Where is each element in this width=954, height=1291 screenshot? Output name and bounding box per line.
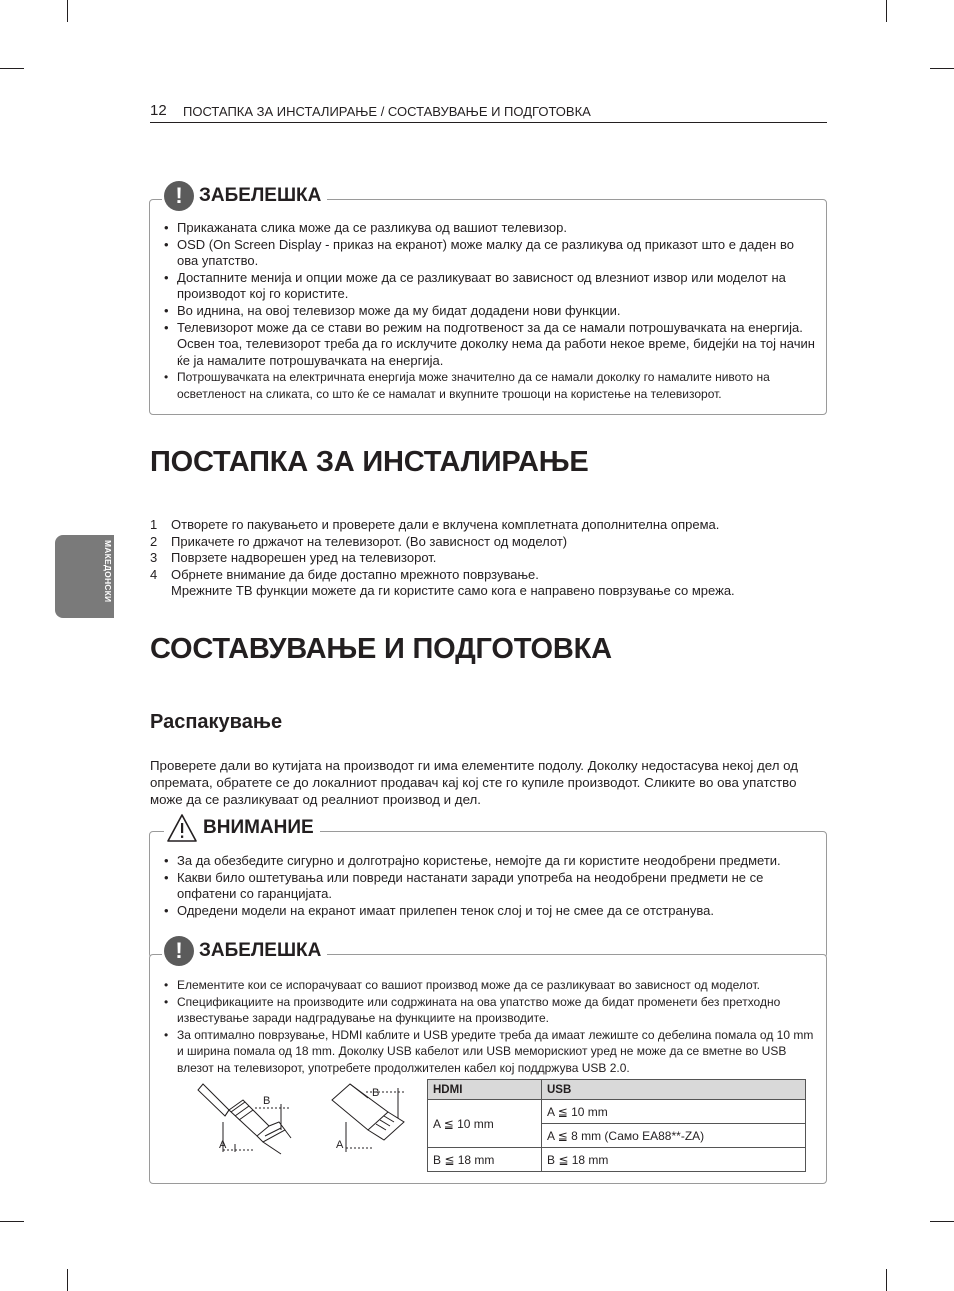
list-item: • Телевизорот може да се стави во режим на подготвеност за да се намали потрошувачката на енергија. Освен тоа, телевизорот треба да го исклучите доколку нема да работи некое време, бидејќи на тој начин ќе ја намалите потрошувачката на енергија. — [164, 320, 816, 370]
exclamation-circle-icon: ! — [164, 181, 194, 211]
step-text — [171, 567, 735, 600]
caution-title-text: ВНИМАНИЕ — [203, 817, 314, 838]
table-cell: A ≦ 8 mm (Само EA88**-ZA) — [542, 1124, 806, 1148]
crop-mark — [886, 1269, 887, 1291]
note-title — [162, 178, 327, 214]
note-title-text: ЗАБЕЛЕШКА — [199, 940, 322, 961]
hdmi-dim-a-label: A — [219, 1139, 227, 1151]
unpacking-paragraph: Проверете дали во кутијата на производот ги има елементите подолу. Доколку недостасува некој дел од опремата, обратете се до локалниот продавач кај кој сте го купиле производот. Сликите во ова упатство може да се разликуваат од реалниот производ и дел. — [150, 758, 799, 807]
table-cell: A ≦ 10 mm — [428, 1100, 542, 1148]
install-heading: ПОСТАПКА ЗА ИНСТАЛИРАЊЕ — [150, 446, 589, 478]
step-text-line: Мрежните ТВ функции можете да ги користите само кога е направено поврзување со мрежа. — [171, 583, 735, 599]
list-item: • Елементите кои се испорачуваат со вашиот производ може да се разликуваат во зависност од моделот. — [164, 977, 816, 994]
note-list — [164, 977, 816, 1077]
table-cell: B ≦ 18 mm — [542, 1148, 806, 1172]
table-header-usb: USB — [542, 1080, 806, 1100]
crop-mark — [886, 0, 887, 22]
list-item: • За оптимално поврзување, HDMI каблите и USB уредите треба да имаат лежиште со дебелина помала од 10 mm и ширина помала од 18 mm. Доколку USB кабелот или USB меморискиот уред не може да се вметне во USB влезот на телевизорот, употребете продолжителен кабел кој поддржува USB 2.0. — [164, 1027, 816, 1077]
page-header — [150, 100, 827, 123]
assembly-heading: СОСТАВУВАЊЕ И ПОДГОТОВКА — [150, 633, 612, 665]
step-item — [150, 550, 820, 567]
note-box — [149, 183, 827, 415]
hdmi-dim-b-label: B — [263, 1095, 271, 1107]
step-text: Отворете го пакувањето и проверете дали е вклучена комплетната дополнителна опрема. — [171, 517, 720, 532]
language-tab-label: МАКЕДОНСКИ — [103, 540, 113, 603]
cable-dimension-table — [427, 1079, 806, 1172]
warning-triangle-icon — [166, 813, 198, 843]
step-number: 1 — [150, 517, 158, 532]
step-number: 3 — [150, 550, 158, 566]
step-number: 4 — [150, 566, 158, 582]
step-number: 2 — [150, 533, 158, 549]
crop-mark — [67, 0, 68, 22]
list-item: • За да обезбедите сигурно и долготрајно користење, немојте да ги користите неодобрени предмети. — [164, 853, 816, 870]
exclamation-circle-icon: ! — [164, 936, 194, 966]
list-item: • Достапните менија и опции може да се разликуваат во зависност од влезниот извор или моделот на производот кој го користите. — [164, 270, 816, 303]
step-item — [150, 567, 820, 600]
running-title: ПОСТАПКА ЗА ИНСТАЛИРАЊЕ / СОСТАВУВАЊЕ И ПОДГОТОВКА — [183, 104, 591, 119]
step-text: Прикачете го држачот на телевизорот. (Во зависност од моделот) — [171, 533, 568, 549]
step-text: Поврзете надворешен уред на телевизорот. — [171, 550, 437, 566]
usb-dim-b-label: B — [372, 1087, 380, 1099]
hdmi-connector-diagram — [195, 1078, 305, 1156]
caution-list — [164, 853, 816, 919]
note-title-text: ЗАБЕЛЕШКА — [199, 185, 322, 206]
crop-mark — [0, 68, 24, 69]
install-steps — [150, 517, 820, 600]
usb-connector-diagram — [328, 1078, 414, 1156]
list-item: • Потрошувачката на електричната енергија може значително да се намали доколку го намалите нивото на осветленост на сликата, со што ќе се намалат и вкупните трошоци на користење на телевизорот. — [164, 369, 816, 402]
list-item: • Спецификациите на производите или содржината на ова упатство може да бидат променети без претходно известување заради надградување на функциите на производите. — [164, 994, 816, 1027]
crop-mark — [930, 1221, 954, 1222]
table-cell: A ≦ 10 mm — [542, 1100, 806, 1124]
caution-title — [164, 810, 320, 846]
note-title — [162, 933, 327, 969]
usb-dim-a-label: A — [336, 1139, 344, 1151]
step-item — [150, 517, 820, 534]
list-item: • Во иднина, на овој телевизор може да му бидат додадени нови функции. — [164, 303, 816, 320]
crop-mark — [67, 1269, 68, 1291]
note-list — [164, 220, 816, 403]
table-header-hdmi: HDMI — [428, 1080, 542, 1100]
list-item: • OSD (On Screen Display - приказ на екранот) може малку да се разликува од приказот што е даден во ова упатство. — [164, 237, 816, 270]
list-item: • Прикажаната слика може да се разликува од вашиот телевизор. — [164, 220, 816, 237]
unpacking-subheading: Распакување — [150, 711, 283, 733]
crop-mark — [0, 1221, 24, 1222]
table-cell: B ≦ 18 mm — [428, 1148, 542, 1172]
language-tab — [55, 535, 114, 618]
step-text-line: Обрнете внимание да биде достапно мрежното поврзување. — [171, 566, 539, 582]
list-item: • Какви било оштетувања или повреди настанати заради употреба на неодобрени предмети не се опфатени со гаранцијата. — [164, 870, 816, 903]
list-item: • Одредени модели на екранот имаат прилепен тенок слој и тој не смее да се отстранува. — [164, 903, 816, 920]
crop-mark — [930, 68, 954, 69]
page-number: 12 — [150, 102, 167, 119]
step-item — [150, 534, 820, 551]
